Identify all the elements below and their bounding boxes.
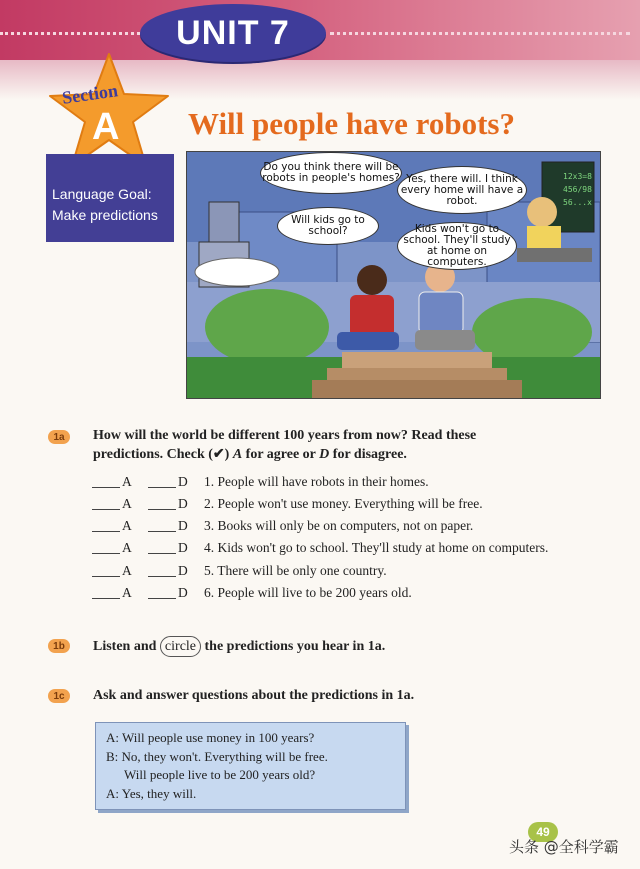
prediction-row [92,561,387,581]
prediction-row [92,494,483,514]
header-dots-right [330,32,630,35]
prediction-row [92,538,548,558]
check-mark-icon: ✔ [212,447,225,462]
page-number: 49 [528,822,558,842]
instruction-line-2 [93,445,476,464]
prediction-text: 2. People won't use money. Everything will be free. [204,496,483,511]
header-dots-left [0,32,140,35]
watermark: 头条 @全科学霸 [509,838,619,856]
computer-screen-line: 456/98 [563,185,592,194]
agree-letter: A [232,447,243,462]
agree-option: A [122,540,132,555]
exercise-1b-instruction [93,636,385,657]
unit-label: UNIT 7 [176,13,290,52]
disagree-blank[interactable] [148,565,176,577]
prediction-row [92,516,473,536]
agree-blank[interactable] [92,498,120,510]
exercise-1b-badge-row [48,634,70,658]
agree-option: A [122,563,132,578]
language-goal-box [46,154,174,242]
instruction-text: for agree or [242,447,320,462]
exercise-1a-badge-row [48,425,70,449]
agree-option: A [122,474,132,489]
exercise-badge-1a: 1a [48,430,70,444]
computer-screen-line: 56...x [563,198,592,207]
section-word: Section [60,80,120,108]
instruction-text: Listen and [93,639,160,654]
prediction-text: 5. There will be only one country. [204,563,387,578]
exercise-1c-instruction: Ask and answer questions about the predictions in 1a. [93,688,415,703]
exercise-badge-1c: 1c [48,689,70,703]
disagree-blank[interactable] [148,587,176,599]
illustration [186,151,601,399]
agree-option: A [122,585,132,600]
circle-word: circle [160,636,201,657]
prediction-text: 6. People will live to be 200 years old. [204,585,412,600]
agree-option: A [122,518,132,533]
instruction-line-1: How will the world be different 100 years from now? Read these [93,428,477,443]
exercise-1a-instruction [93,426,476,464]
agree-blank[interactable] [92,476,120,488]
agree-option: A [122,496,132,511]
agree-blank[interactable] [92,542,120,554]
agree-blank[interactable] [92,587,120,599]
computer-screen [563,170,592,209]
disagree-option: D [178,585,188,600]
instruction-text: predictions. Check ( [93,447,213,462]
prediction-text: 4. Kids won't go to school. They'll study at home on computers. [204,540,549,555]
language-goal-text: Make predictions [52,207,158,223]
prediction-row [92,472,429,492]
street-scene-illustration [187,152,600,398]
dialog-line: A: Will people use money in 100 years? [106,730,315,745]
disagree-blank[interactable] [148,542,176,554]
exercise-badge-1b: 1b [48,639,70,653]
agree-blank[interactable] [92,520,120,532]
disagree-letter: D [319,447,330,462]
speech-bubble-answer-robots: Yes, there will. I think every home will have a robot. [397,166,527,214]
prediction-text: 1. People will have robots in their homes. [204,474,429,489]
prediction-text: 3. Books will only be on computers, not on paper. [204,518,474,533]
disagree-blank[interactable] [148,498,176,510]
prediction-row [92,583,412,603]
instruction-text: the predictions you hear in 1a. [201,639,386,654]
disagree-option: D [178,540,188,555]
disagree-blank[interactable] [148,476,176,488]
agree-blank[interactable] [92,565,120,577]
exercise-1c-badge-row [48,684,70,708]
dialog-line: B: No, they won't. Everything will be free. [106,748,328,764]
disagree-blank[interactable] [148,520,176,532]
page-title: Will people have robots? [188,106,515,141]
dialog-line: Will people live to be 200 years old? [124,767,316,782]
instruction-text: ) [224,447,233,462]
disagree-option: D [178,474,188,489]
disagree-option: D [178,563,188,578]
disagree-option: D [178,518,188,533]
disagree-option: D [178,496,188,511]
instruction-text: for disagree. [329,447,407,462]
section-letter: A [92,106,120,148]
computer-screen-line: 12x3=8 [563,172,592,181]
dialog-box [95,722,406,810]
speech-bubble-answer-school: Kids won't go to school. They'll study at home on computers. [397,222,517,270]
dialog-line: A: Yes, they will. [106,785,197,801]
language-goal-label: Language Goal: [52,186,152,202]
speech-bubble-question-school: Will kids go to school? [277,207,379,245]
speech-bubble-question-robots: Do you think there will be robots in people's homes? [260,152,402,194]
